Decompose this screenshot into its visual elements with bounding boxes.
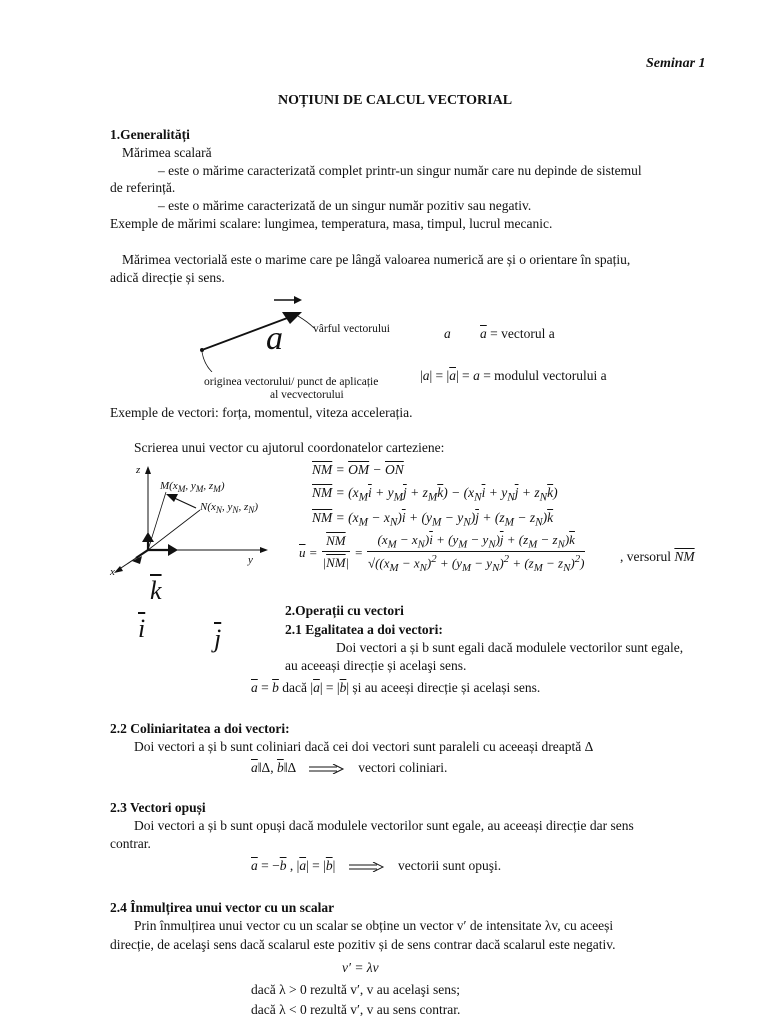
fig-origin-label-2: al vecvectorului xyxy=(270,389,344,401)
implies-arrow xyxy=(349,862,385,872)
point-n-label: $N(x_N$, $y_N$, $z_N$) xyxy=(200,501,259,516)
fig-origin-label-1: originea vectorului/ punct de aplicație xyxy=(204,376,379,388)
unit-i-label: $\overline{i}$ xyxy=(138,614,146,643)
section-1-heading: 1.Generalități xyxy=(110,127,190,142)
section-2-1-heading: 2.1 Egalitatea a doi vectori: xyxy=(285,622,443,637)
s24-text-1: Prin înmulțirea unui vector cu un scalar se obține un vector v′ de intensitate λv, cu aceeși xyxy=(134,918,614,933)
s24-case-1: dacă λ > 0 rezultă v′, v au acelaşi sens; xyxy=(251,982,461,997)
eq-2: $\overline{NM} = (x_M\overline{i} + y_M\overline{j} + z_M\overline{k}) - (x_N\overline{i} + y_N\overline{j} + z_N\overline{k})$ xyxy=(312,485,558,504)
section-2-3-heading: 2.3 Vectori opuși xyxy=(110,800,206,815)
s22-text: Doi vectori a și b sunt coliniari dacă cei doi vectori sunt paraleli cu aceeași dreaptă Δ xyxy=(134,739,594,754)
vector-def-2: adică direcție și sens. xyxy=(110,270,225,285)
s23-text-2: contrar. xyxy=(110,836,151,851)
vector-origin-dot xyxy=(200,348,204,352)
eq-1: $\overline{NM} = \overline{OM} - \overline{ON}$ xyxy=(312,462,404,477)
versor-label: , versorul $\overline{NM}$ xyxy=(620,549,695,564)
page-title: NOȚIUNI DE CALCUL VECTORIAL xyxy=(278,93,513,108)
axis-x-label: x xyxy=(110,566,115,578)
nm-arrowhead xyxy=(166,494,178,502)
vector-line xyxy=(202,314,298,350)
s21-text-1: Doi vectori a și b sunt egali dacă modulele vectorilor sunt egale, xyxy=(336,640,684,655)
eq-modulus: $|a| = |\overline{a}| = a$ = modulul vectorului a xyxy=(420,368,607,383)
cartesian-intro: Scrierea unui vector cu ajutorul coordonatelor carteziene: xyxy=(134,440,445,455)
unit-k-label: $\overline{k}$ xyxy=(150,576,162,605)
vector-letter: a xyxy=(266,320,283,357)
eq-a-left: a xyxy=(444,326,451,341)
on-line xyxy=(148,510,200,550)
scalar-def-1: – este o mărime caracterizată complet printr-un singur număr care nu depinde de sistemul xyxy=(158,163,642,178)
vector-figure xyxy=(190,292,330,372)
eq-versor: $\overline{u}$ = $\overline{NM}$ = $(x_M - x_N)\overline{i} + (y_M - y_N)\overline{j} + (z_M - z_N)\overline{k}$ $|\overline{NM}|$ $√((x_M - x_N)^2 + (y_M - y_N)^2 + (z_M - z_N)^2)$ xyxy=(299,532,585,574)
section-2-heading: 2.Operații cu vectori xyxy=(285,603,404,618)
unit-j-label: $\overline{j}$ xyxy=(214,624,222,653)
seminar-label: Seminar 1 xyxy=(646,56,706,71)
s23-equation: $\overline{a} = -\overline{b}$ , $|\overline{a}| = |\overline{b}|$ vectorii sunt opuşi. xyxy=(251,858,502,873)
s21-equation: $\overline{a} = \overline{b}$ dacă $|\overline{a}| = |\overline{b}|$ și au aceeși direcție și același sens. xyxy=(251,680,541,695)
section-2-4-heading: 2.4 Înmulțirea unui vector cu un scalar xyxy=(110,900,335,915)
j-unit-arrow xyxy=(168,544,178,556)
axis-y-label: y xyxy=(248,554,253,566)
s21-text-2: au aceeași direcție și acelaşi sens. xyxy=(285,658,467,673)
implies-arrow xyxy=(309,764,345,774)
vector-def-1: Mărimea vectorială este o marime care pe lângă valoarea numerică are și o orientare în spațiu, xyxy=(122,252,631,267)
eq-a-vector: $\overline{a}$ = vectorul a xyxy=(480,326,555,341)
s24-case-2: dacă λ < 0 rezultă v′, v au sens contrar. xyxy=(251,1002,461,1017)
scalar-def-1b: de referință. xyxy=(110,180,176,195)
eq-3: $\overline{NM} = (x_M - x_N)\overline{i} + (y_M - y_N)\overline{j} + (z_M - z_N)\overline{k}$ xyxy=(312,510,554,529)
scalar-examples: Exemple de mărimi scalare: lungimea, temperatura, masa, timpul, lucrul mecanic. xyxy=(110,216,553,231)
s22-equation: $\overline{a}‖\Delta$, $\overline{b}‖\Delta$ vectori coliniari. xyxy=(251,760,448,775)
fig-tip-label: vârful vectorului xyxy=(313,323,390,335)
section-2-2-heading: 2.2 Coliniaritatea a doi vectori: xyxy=(110,721,290,736)
s24-equation: v′ = λv xyxy=(342,960,379,975)
axis-z-label: z xyxy=(136,464,141,476)
scalar-title: Mărimea scalară xyxy=(122,145,212,160)
s24-text-2: direcție, de acelaşi sens dacă scalarul este pozitiv și de sens contrar dacă scalarul este negativ. xyxy=(110,937,616,952)
point-m-label: $M(x_M$, $y_M$, $z_M$) xyxy=(160,480,225,495)
vector-examples: Exemple de vectori: forța, momentul, viteza accelerația. xyxy=(110,405,413,420)
s23-text-1: Doi vectori a și b sunt opuși dacă modulele vectorilor sunt egale, au aceeași direcție dar sens xyxy=(134,818,634,833)
scalar-def-2: – este o mărime caracterizată de un singur număr pozitiv sau negativ. xyxy=(158,198,532,213)
